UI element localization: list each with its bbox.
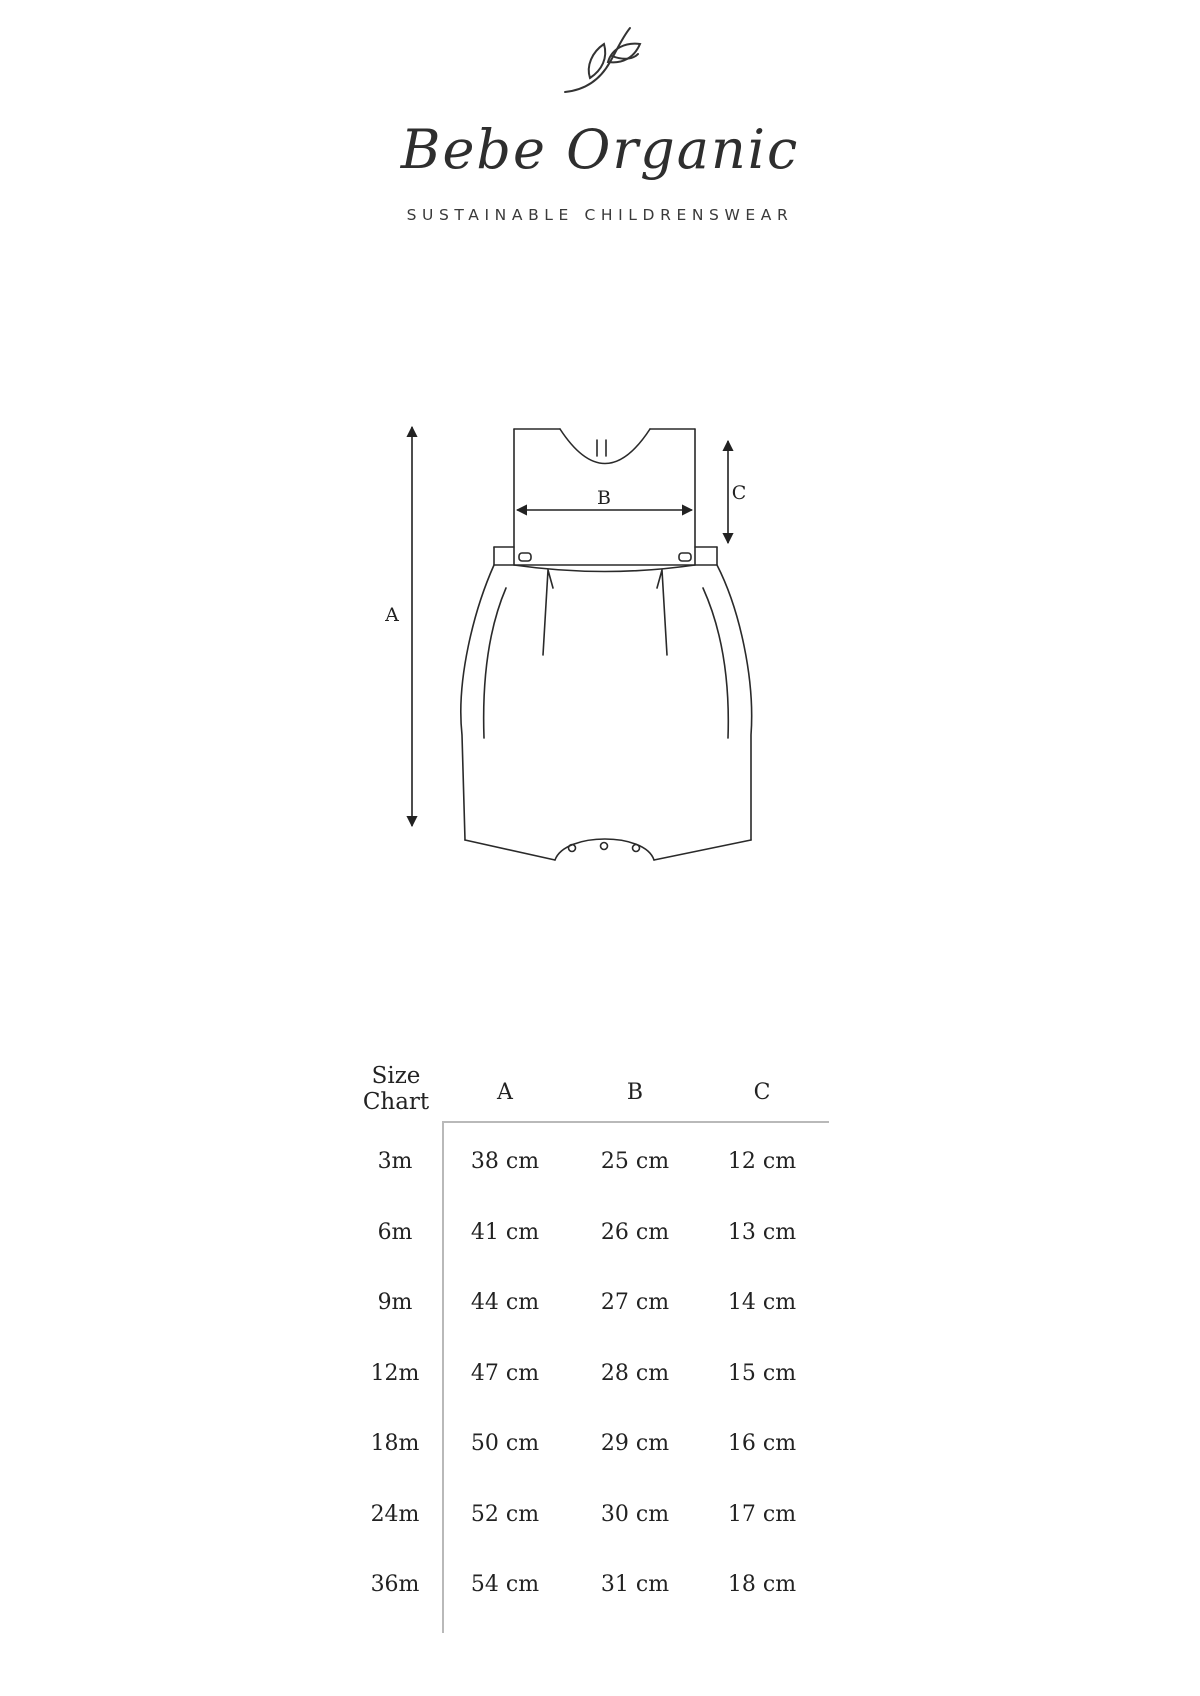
measure-cell-c: 14 cm xyxy=(727,1290,797,1315)
brand-tagline: SUSTAINABLE CHILDRENSWEAR xyxy=(406,206,794,224)
size-chart-table xyxy=(340,1050,840,1640)
measure-cell-a: 41 cm xyxy=(470,1219,540,1245)
measure-cell-c: 13 cm xyxy=(727,1219,797,1245)
measure-cell-a: 54 cm xyxy=(470,1572,540,1597)
column-header-b: B xyxy=(626,1080,644,1105)
column-header-c: C xyxy=(753,1080,771,1105)
measure-cell-a: 52 cm xyxy=(470,1501,540,1527)
measure-cell-b: 27 cm xyxy=(600,1290,670,1315)
size-cell: 12m xyxy=(370,1360,420,1386)
measure-cell-c: 16 cm xyxy=(727,1431,797,1456)
brand-name: Bebe Organic xyxy=(400,118,800,181)
measure-cell-c: 15 cm xyxy=(727,1360,797,1386)
size-cell: 3m xyxy=(377,1149,413,1174)
measure-cell-b: 25 cm xyxy=(600,1149,670,1174)
measure-cell-a: 44 cm xyxy=(470,1290,540,1315)
measure-cell-a: 50 cm xyxy=(470,1431,540,1456)
measure-cell-c: 12 cm xyxy=(727,1149,797,1174)
dimension-label-c: C xyxy=(731,482,747,504)
dimension-label-b: B xyxy=(597,487,611,509)
size-chart-header-line2: Chart xyxy=(362,1089,430,1115)
measure-cell-c: 17 cm xyxy=(727,1501,797,1527)
measure-cell-b: 28 cm xyxy=(600,1360,670,1386)
measure-cell-b: 30 cm xyxy=(600,1501,670,1527)
measure-cell-c: 18 cm xyxy=(727,1572,797,1597)
measure-cell-b: 29 cm xyxy=(600,1431,670,1456)
size-cell: 24m xyxy=(370,1501,420,1527)
size-cell: 36m xyxy=(370,1572,420,1597)
size-chart-header-line1: Size xyxy=(371,1063,421,1089)
column-header-a: A xyxy=(497,1080,513,1105)
header-divider xyxy=(442,1121,829,1123)
size-cell: 18m xyxy=(370,1431,420,1456)
size-cell: 9m xyxy=(377,1290,413,1315)
size-chart-header xyxy=(340,1063,452,1115)
size-cell: 6m xyxy=(377,1219,413,1245)
measure-cell-a: 47 cm xyxy=(470,1360,540,1386)
dimension-arrows xyxy=(412,427,728,826)
measure-cell-a: 38 cm xyxy=(470,1149,540,1174)
measure-cell-b: 26 cm xyxy=(600,1219,670,1245)
dimension-label-a: A xyxy=(385,604,399,626)
measure-cell-b: 31 cm xyxy=(600,1572,670,1597)
